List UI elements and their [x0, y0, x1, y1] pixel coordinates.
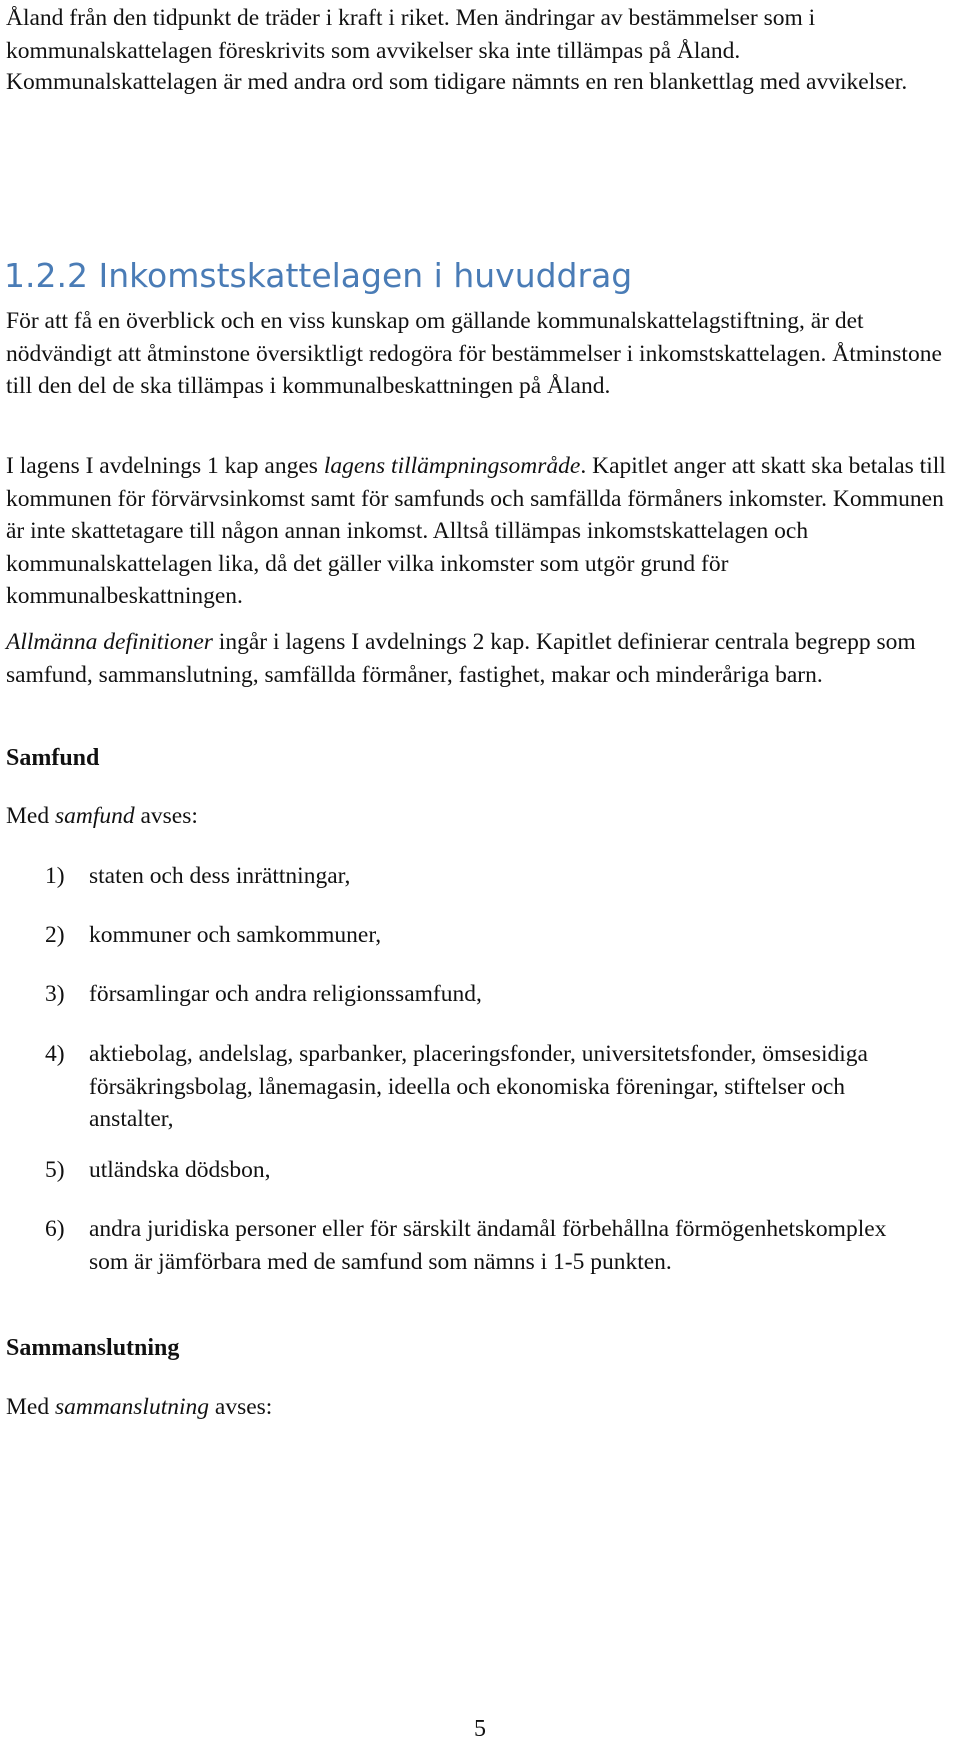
p2-italic-term: lagens tillämpningsområde [323, 453, 581, 479]
list-item-text: andra juridiska personer eller för särskilt ändamål förbehållna förmögenhetskomplex som är jämförbara med de samfund som nämns i 1-5 punkten. [89, 1216, 887, 1275]
list-item-text: staten och dess inrättningar, [89, 863, 351, 889]
list-item-text: utländska dödsbon, [89, 1157, 271, 1183]
list-item-number: 1) [45, 863, 65, 889]
list-item-number: 6) [45, 1216, 65, 1242]
p2-text-end: . Kapitlet anger att skatt ska betalas till kommunen för förvärvsinkomst samt för samfunds och samfällda förmåners inkomster. Kommunen är inte skattetagare till någon annan inkomst. Alltså tillämpas inkomstskattelagen och kommunalskattelagen lika, då det gäller vilka inkomster som utgör grund för kommunalbeskattningen. [6, 453, 946, 609]
sammanslutning-heading: Sammanslutning [6, 1335, 180, 1361]
list-item-text: församlingar och andra religionssamfund, [89, 981, 482, 1007]
sammanslutning-intro-end: avses: [209, 1394, 273, 1420]
sammanslutning-intro-italic: sammanslutning [54, 1394, 210, 1420]
samfund-intro-start: Med [6, 803, 55, 829]
list-item-number: 3) [45, 981, 65, 1007]
list-item-text: aktiebolag, andelslag, sparbanker, placeringsfonder, universitetsfonder, ömsesidiga försäkringsbolag, lånemagasin, ideella och ekonomiska föreningar, stiftelser och anstalter, [89, 1041, 868, 1132]
list-item-number: 2) [45, 922, 65, 948]
list-item-number: 5) [45, 1157, 65, 1183]
section-paragraph-1: För att få en överblick och en viss kunskap om gällande kommunalskattelagstiftning, är det nödvändigt att åtminstone översiktligt redogöra för bestämmelser i inkomstskattelagen. Åtminstone till den del de ska tillämpas i kommunalbeskattningen på Åland. [6, 308, 942, 399]
p3-italic-term: Allmänna definitioner [6, 629, 213, 655]
p2-text-start: I lagens I avdelnings 1 kap anges [6, 453, 324, 479]
section-paragraph-3 [6, 626, 946, 691]
p3-text: ingår i lagens I avdelnings 2 kap. Kapitlet definierar centrala begrepp som samfund, sammanslutning, samfällda förmåner, fastighet, makar och minderåriga barn. [6, 629, 916, 688]
list-item-number: 4) [45, 1041, 65, 1067]
section-heading: 1.2.2 Inkomstskattelagen i huvuddrag [4, 256, 633, 295]
intro-paragraph-1: Åland från den tidpunkt de träder i kraft i riket. Men ändringar av bestämmelser som i kommunalskattelagen föreskrivits som avvikelser ska inte tillämpas på Åland. [6, 5, 816, 64]
page-number: 5 [474, 1716, 486, 1742]
samfund-intro-italic: samfund [54, 803, 135, 829]
sammanslutning-intro-start: Med [6, 1394, 55, 1420]
samfund-intro-end: avses: [134, 803, 198, 829]
samfund-intro [6, 800, 946, 833]
intro-paragraph-2: Kommunalskattelagen är med andra ord som tidigare nämnts en ren blankettlag med avvikelser. [6, 69, 908, 95]
list-item-text: kommuner och samkommuner, [89, 922, 382, 948]
samfund-heading: Samfund [6, 745, 100, 771]
section-paragraph-2 [6, 450, 946, 613]
sammanslutning-intro [6, 1391, 946, 1424]
